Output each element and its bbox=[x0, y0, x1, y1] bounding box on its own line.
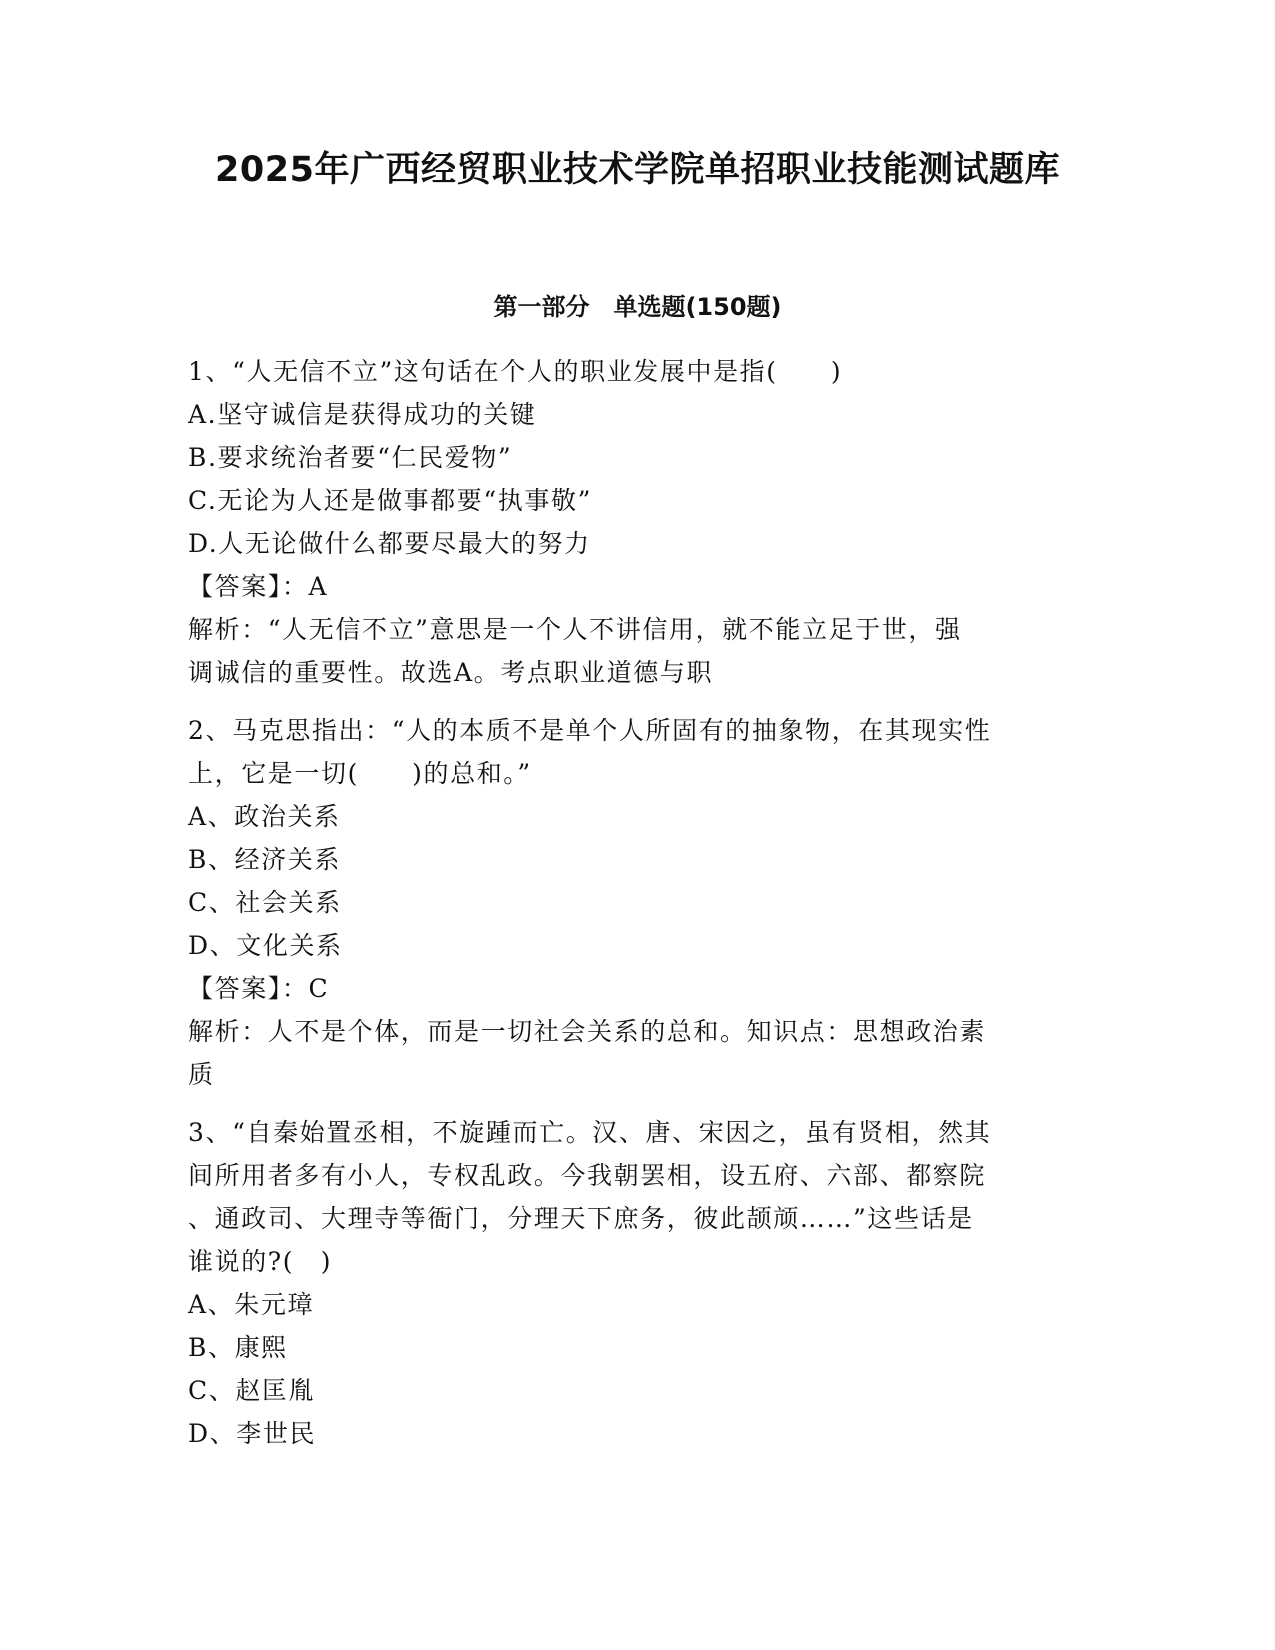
answer-option: D.人无论做什么都要尽最大的努力 bbox=[188, 529, 591, 558]
answer-option: C、社会关系 bbox=[188, 888, 342, 917]
answer-option: C.无论为人还是做事都要“执事敬” bbox=[188, 486, 592, 515]
question-1 bbox=[188, 350, 1088, 694]
document-title: 2025年广西经贸职业技术学院单招职业技能测试题库 bbox=[215, 150, 1060, 190]
section-title: 第一部分 单选题(150题) bbox=[493, 293, 782, 321]
question-stem-line: 、通政司、大理寺等衙门，分理天下庶务，彼此颉颃……”这些话是 bbox=[188, 1204, 974, 1233]
question-stem bbox=[188, 350, 1088, 393]
analysis-line: 解析：人不是个体，而是一切社会关系的总和。知识点：思想政治素 bbox=[188, 1017, 987, 1046]
answer-option: A.坚守诚信是获得成功的关键 bbox=[188, 400, 537, 429]
question-list bbox=[188, 350, 1088, 1470]
question-stem-line: 间所用者多有小人，专权乱政。今我朝罢相，设五府、六部、都察院 bbox=[188, 1161, 987, 1190]
question-stem-line: 2、马克思指出：“人的本质不是单个人所固有的抽象物，在其现实性 bbox=[188, 716, 992, 745]
question-stem-line: 谁说的?( ) bbox=[188, 1247, 333, 1276]
answer-option: B、经济关系 bbox=[188, 845, 341, 874]
question-3 bbox=[188, 1111, 1088, 1455]
answer-key: 【答案】：A bbox=[188, 572, 329, 601]
answer-option: B.要求统治者要“仁民爱物” bbox=[188, 443, 513, 472]
answer-option: A、朱元璋 bbox=[188, 1290, 315, 1319]
question-stem-line: 上，它是一切( )的总和。” bbox=[188, 759, 532, 788]
analysis-line: 解析：“人无信不立”意思是一个人不讲信用，就不能立足于世，强 bbox=[188, 615, 962, 644]
answer-key: 【答案】：C bbox=[188, 974, 330, 1003]
question-2 bbox=[188, 709, 1088, 1096]
analysis-line: 调诚信的重要性。故选A。考点职业道德与职 bbox=[188, 658, 714, 687]
answer-option: C、赵匡胤 bbox=[188, 1376, 316, 1405]
analysis-line: 质 bbox=[188, 1060, 215, 1089]
answer-option: B、康熙 bbox=[188, 1333, 288, 1362]
answer-option: A、政治关系 bbox=[188, 802, 341, 831]
question-stem bbox=[188, 709, 1088, 795]
answer-option: D、文化关系 bbox=[188, 931, 343, 960]
answer-option: D、李世民 bbox=[188, 1419, 317, 1448]
question-stem-line: 3、“自秦始置丞相，不旋踵而亡。汉、唐、宋因之，虽有贤相，然其 bbox=[188, 1118, 992, 1147]
question-stem bbox=[188, 1111, 1088, 1283]
question-stem-line: 1、“人无信不立”这句话在个人的职业发展中是指( ) bbox=[188, 357, 843, 386]
